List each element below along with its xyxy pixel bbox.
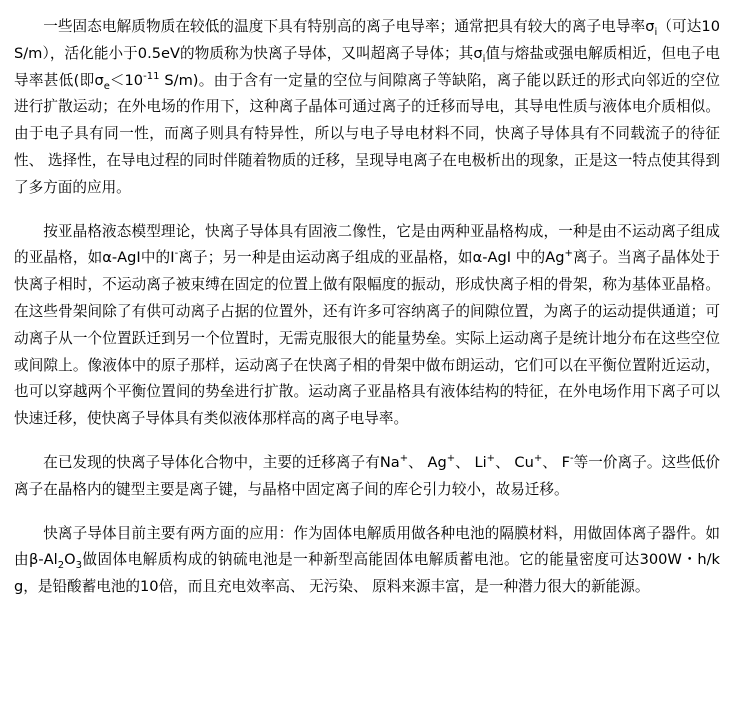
subscript: i <box>654 27 658 38</box>
text-run: 离子。当离子晶体处于快离子相时，不运动离子被束缚在固定的位置上做有限幅度的振动，形成快离子相的骨架，称为基体亚晶格。在这些骨架间除了有供可动离子占据的位置外，还有许多可容纳离子的间隙位置，为离子的运动提供通道；可动离子从一个位置跃迁到另一个位置时，无需克服很大的能量势垒。实际上运动离子是统计地分布在这些空位或间隙上。像液体中的原子那样，运动离子在快离子相的骨架中做布朗运动，它们可以在平衡位置附近运动，也可以穿越两个平衡位置间的势垒进行扩散。运动离子亚晶格具有液体结构的特征，在外电场作用下离子可以快速迁移，使快离子导体具有类似液体那样高的离子电导率。 <box>14 249 720 428</box>
superscript: - <box>570 452 574 464</box>
text-run: 、 Li <box>455 453 487 471</box>
paragraph-sublattice-model <box>14 219 720 433</box>
subscript: 2 <box>57 560 65 572</box>
paragraph-migrating-ions <box>14 450 720 504</box>
text-run: S/m)。由于含有一定量的空位与间隙离子等缺陷，离子能以跃迁的形式向邻近的空位进行扩散运动；在外电场的作用下，这种离子晶体可通过离子的迁移而导电，其导电性质与液体电介质相似。由于电子具有同一性，而离子则具有特异性，所以与电子导电材料不同，快离子导体具有不同载流子的待征性、 选择性，在导电过程的同时伴随着物质的迁移，呈现导电离子在电极析出的现象，正是这一特点使其得到了多方面的应用。 <box>14 71 721 196</box>
text-run: 做固体电解质构成的钠硫电池是一种新型高能固体电解质蓄电池。它的能量密度可达300W・h/kg，是铅酸蓄电池的10倍，而且充电效率高、 无污染、 原料来源丰富，是一种潜力很大的新能源。 <box>14 551 721 596</box>
text-run: 离子；另一种是由运动离子组成的亚晶格，如α-AgI 中的Ag <box>178 249 565 267</box>
subscript: 3 <box>75 560 82 572</box>
superscript: + <box>486 452 496 464</box>
text-run: 快离子导体目前主要有两方面的应用：作为固体电解质用做各种电池的隔膜材料，用做固体离子器件。如由β-Al <box>14 524 720 569</box>
superscript: + <box>399 452 409 464</box>
paragraph-fast-ion-conductor-definition <box>14 14 720 202</box>
superscript: + <box>446 452 456 464</box>
text-run: 按亚晶格液态模型理论，快离子导体具有固液二像性，它是由两种亚晶格构成，一种是由不运动离子组成的亚晶格，如α-AgI中的I <box>14 222 720 267</box>
superscript: + <box>533 452 543 464</box>
subscript: i <box>482 53 486 65</box>
subscript: e <box>103 80 110 92</box>
paragraph-applications <box>14 521 720 601</box>
text-run: O <box>64 551 76 569</box>
text-run: 值与熔盐或强电解质相近，但电子电导率甚低(即σ <box>14 44 720 89</box>
text-run: （可达10S/m），活化能小于0.5eV的物质称为快离子导体，又叫超离子导体；其σ <box>14 18 720 62</box>
text-run: 、 Cu <box>495 453 534 471</box>
text-run: 、 F <box>542 453 570 471</box>
superscript: -11 <box>143 70 160 82</box>
text-run: 一些固态电解质物质在较低的温度下具有特别高的离子电导率；通常把具有较大的离子电导率σ <box>43 18 655 35</box>
text-run: ＜10 <box>109 71 144 89</box>
text-run: 在已发现的快离子导体化合物中，主要的迁移离子有Na <box>43 453 400 471</box>
text-run: 、 Ag <box>408 453 447 471</box>
text-run: 等一价离子。这些低价离子在晶格内的键型主要是离子键，与晶格中固定离子间的库仑引力较小，故易迁移。 <box>14 453 720 498</box>
superscript: - <box>174 248 179 260</box>
superscript: + <box>564 248 573 260</box>
